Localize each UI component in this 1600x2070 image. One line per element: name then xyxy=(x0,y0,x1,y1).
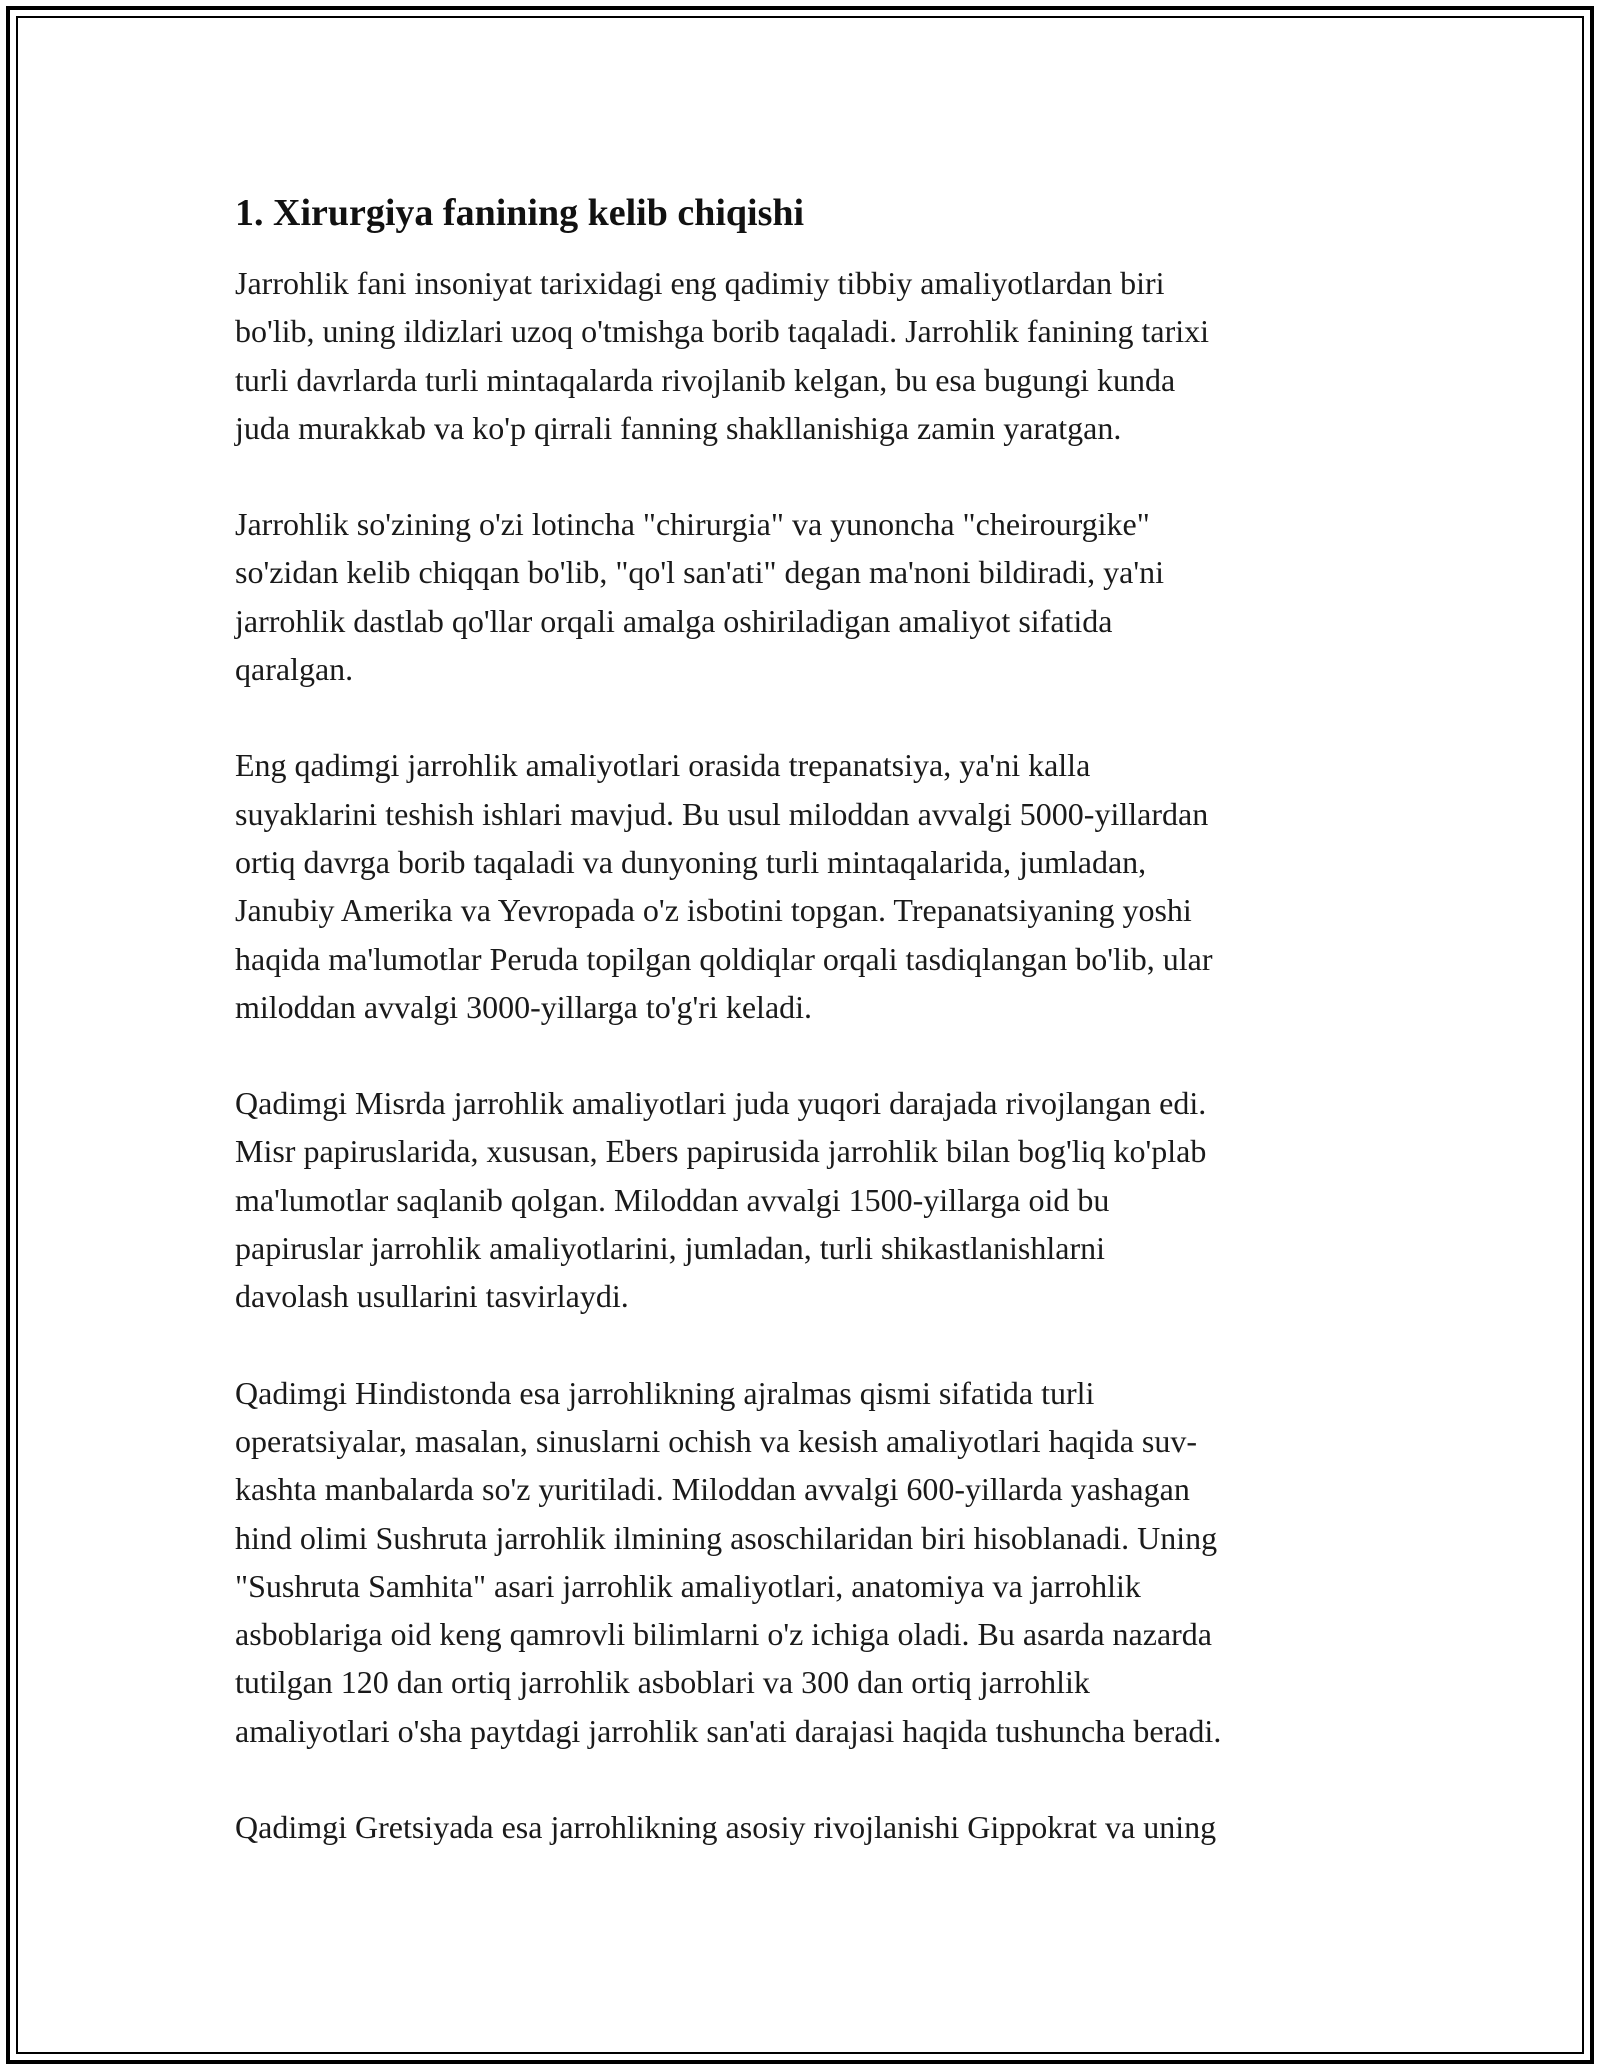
paragraph-line: kashta manbalarda so'z yuritiladi. Miloddan avvalgi 600-yillarda yashagan xyxy=(235,1471,1190,1508)
paragraph-line: operatsiyalar, masalan, sinuslarni ochish va kesish amaliyotlari haqida suv- xyxy=(235,1422,1198,1459)
paragraph-line: Qadimgi Gretsiyada esa jarrohlikning asosiy rivojlanishi Gippokrat va uning xyxy=(235,1809,1217,1846)
paragraph-line: so'zidan kelib chiqqan bo'lib, "qo'l san'ati" degan ma'noni bildiradi, ya'ni xyxy=(235,554,1164,591)
paragraph xyxy=(235,1803,1375,1851)
paragraph xyxy=(235,259,1375,452)
paragraph-line: Jarrohlik fani insoniyat tarixidagi eng qadimiy tibbiy amaliyotlardan biri xyxy=(235,265,1165,301)
paragraph-list xyxy=(235,259,1375,1851)
paragraph-line: Janubiy Amerika va Yevropada o'z isbotini topgan. Trepanatsiyaning yoshi xyxy=(235,892,1192,929)
paragraph-line: jarrohlik dastlab qo'llar orqali amalga oshiriladigan amaliyot sifatida xyxy=(235,602,1113,639)
paragraph-line: amaliyotlari o'sha paytdagi jarrohlik san'ati darajasi haqida tushuncha beradi. xyxy=(235,1712,1222,1749)
paragraph-line: miloddan avvalgi 3000-yillarga to'g'ri keladi. xyxy=(235,988,813,1025)
paragraph-line: davolash usullarini tasvirlaydi. xyxy=(235,1278,629,1315)
paragraph-line: turli davrlarda turli mintaqalarda rivojlanib kelgan, bu esa bugungi kunda xyxy=(235,361,1176,398)
paragraph-line: qaralgan. xyxy=(235,651,354,688)
paragraph-line: Misr papiruslarida, xususan, Ebers papirusida jarrohlik bilan bog'liq ko'plab xyxy=(235,1133,1207,1170)
paragraph-line: juda murakkab va ko'p qirrali fanning shakllanishiga zamin yaratgan. xyxy=(235,409,1122,446)
paragraph xyxy=(235,741,1375,1031)
paragraph-line: suyaklarini teshish ishlari mavjud. Bu usul miloddan avvalgi 5000-yillardan xyxy=(235,795,1209,832)
paragraph-line: Qadimgi Hindistonda esa jarrohlikning ajralmas qismi sifatida turli xyxy=(235,1374,1095,1411)
paragraph xyxy=(235,500,1375,693)
paragraph-line: asboblariga oid keng qamrovli bilimlarni o'z ichiga oladi. Bu asarda nazarda xyxy=(235,1616,1212,1653)
paragraph-line: papiruslar jarrohlik amaliyotlarini, jumladan, turli shikastlanishlarni xyxy=(235,1230,1106,1267)
paragraph-line: Qadimgi Misrda jarrohlik amaliyotlari juda yuqori darajada rivojlangan edi. xyxy=(235,1085,1207,1122)
paragraph-line: ortiq davrga borib taqaladi va dunyoning turli mintaqalarida, jumladan, xyxy=(235,843,1147,880)
paragraph-line: ma'lumotlar saqlanib qolgan. Miloddan avvalgi 1500-yillarga oid bu xyxy=(235,1181,1110,1218)
paragraph-line: bo'lib, uning ildizlari uzoq o'tmishga borib taqaladi. Jarrohlik fanining tarixi xyxy=(235,313,1209,350)
paragraph-line: tutilgan 120 dan ortiq jarrohlik asboblari va 300 dan ortiq jarrohlik xyxy=(235,1664,1090,1701)
paragraph-line: haqida ma'lumotlar Peruda topilgan qoldiqlar orqali tasdiqlangan bo'lib, ular xyxy=(235,940,1213,977)
paragraph xyxy=(235,1369,1375,1755)
paragraph-line: hind olimi Sushruta jarrohlik ilmining asoschilaridan biri hisoblanadi. Uning xyxy=(235,1519,1218,1556)
paragraph-line: Eng qadimgi jarrohlik amaliyotlari orasida trepanatsiya, ya'ni kalla xyxy=(235,747,1091,784)
paragraph xyxy=(235,1079,1375,1320)
document-body xyxy=(235,185,1375,1899)
paragraph-line: "Sushruta Samhita" asari jarrohlik amaliyotlari, anatomiya va jarrohlik xyxy=(235,1567,1141,1604)
section-heading: 1. Xirurgiya fanining kelib chiqishi xyxy=(235,192,805,234)
paragraph-line: Jarrohlik so'zining o'zi lotincha "chirurgia" va yunoncha "cheirourgike" xyxy=(235,506,1150,543)
